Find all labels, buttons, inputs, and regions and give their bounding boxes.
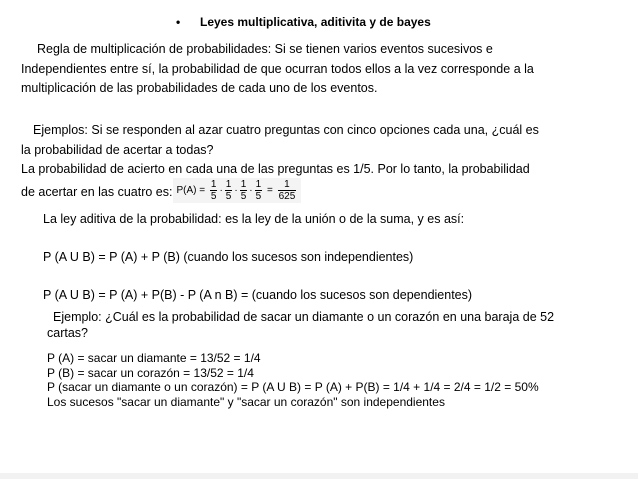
slide-title [176,15,431,29]
fraction-numerator: 1 [210,178,217,190]
example-line-4-text: de acertar en las cuatro es: [21,184,173,199]
example-line-3: La probabilidad de acierto en cada una de las preguntas es 1/5. Por lo tanto, la probabilidad [21,162,530,176]
slide-title-text: Leyes multiplicativa, aditivita y de bayes [200,15,431,29]
fraction [225,179,233,202]
result-fraction [278,179,297,202]
rule-line-3: multiplicación de las probabilidades de cada uno de los eventos. [21,81,378,95]
multiply-dot: · [249,184,253,196]
bottom-band [0,473,638,479]
result-denominator: 625 [278,190,296,202]
fraction-numerator: 1 [255,178,262,190]
example-line-1: Ejemplos: Si se responden al azar cuatro preguntas con cinco opciones cada una, ¿cuál es [33,123,539,137]
multiply-dot: · [234,184,238,196]
calc-line-2: P (B) = sacar un corazón = 13/52 = 1/4 [47,365,254,380]
fraction [210,179,218,202]
calc-line-4: Los sucesos "sacar un diamante" y "sacar un corazón" son independientes [47,394,445,409]
additive-independent: P (A U B) = P (A) + P (B) (cuando los sucesos son independientes) [43,249,414,264]
fraction [240,179,248,202]
multiplication-rule [21,40,534,99]
fraction [255,179,263,202]
example-cards [47,309,554,341]
additive-dependent: P (A U B) = P (A) + P(B) - P (A n B) = (cuando los sucesos son dependientes) [43,288,473,302]
bullet-icon: • [176,15,181,29]
formula-equals: = [266,184,273,196]
fraction-denominator: 5 [255,190,262,202]
cards-question-line-2: cartas? [47,326,88,340]
fraction-denominator: 5 [210,190,217,202]
calc-line-3: P (sacar un diamante o un corazón) = P (A U B) = P (A) + P(B) = 1/4 + 1/4 = 2/4 = 1/2 = 50% [47,380,539,394]
cards-question-line-1: Ejemplo: ¿Cuál es la probabilidad de sacar un diamante o un corazón en una baraja de 52 [53,310,555,324]
example-quiz [21,121,539,205]
multiply-dot: · [219,184,223,196]
fraction-denominator: 5 [240,190,247,202]
fraction-denominator: 5 [225,190,232,202]
rule-line-2: Independientes entre sí, la probabilidad de que ocurran todos ellos a la vez corresponde a la [21,61,534,76]
probability-formula [173,178,301,203]
additive-law [43,210,472,306]
cards-calculations [47,351,539,409]
additive-intro: La ley aditiva de la probabilidad: es la ley de la unión o de la suma, y es así: [43,212,465,226]
result-numerator: 1 [278,179,297,191]
rule-line-1: Regla de multiplicación de probabilidades: Si se tienen varios eventos sucesivos e [37,42,493,56]
calc-line-1: P (A) = sacar un diamante = 13/52 = 1/4 [47,351,261,365]
example-line-4 [21,180,539,205]
fraction-numerator: 1 [225,178,232,190]
example-line-2: la probabilidad de acertar a todas? [21,142,214,157]
formula-lhs: P(A) = [176,184,206,196]
fraction-numerator: 1 [240,178,247,190]
